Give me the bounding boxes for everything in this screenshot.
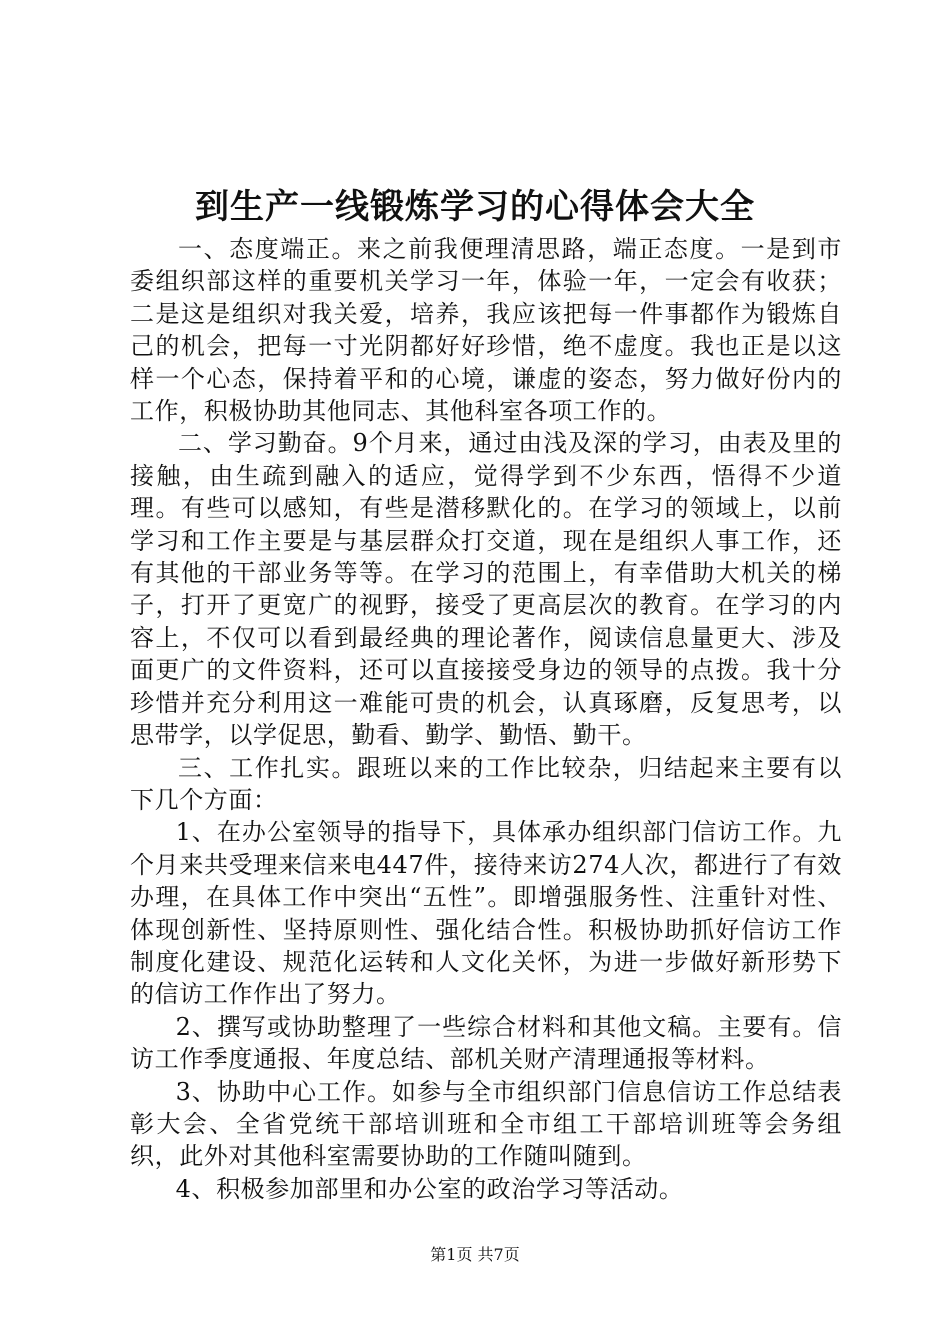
paragraph-work: 三、工作扎实。跟班以来的工作比较杂，归结起来主要有以下几个方面： <box>130 753 842 814</box>
paragraph-item-2: 2、撰写或协助整理了一些综合材料和其他文稿。主要有。信访工作季度通报、年度总结、部机关财产清理通报等材料。 <box>130 1012 842 1074</box>
document-body <box>130 233 842 1205</box>
paragraph-item-4: 4、积极参加部里和办公室的政治学习等活动。 <box>175 1174 684 1203</box>
page-number: 第1页 共7页 <box>430 1245 520 1264</box>
paragraph-item-3: 3、协助中心工作。如参与全市组织部门信息信访工作总结表彰大会、全省党统干部培训班和全市组工干部培训班等会务组织，此外对其他科室需要协助的工作随叫随到。 <box>130 1077 842 1171</box>
paragraph-attitude: 一、态度端正。来之前我便理清思路，端正态度。一是到市委组织部这样的重要机关学习一年，体验一年，一定会有收获；二是这是组织对我关爱，培养，我应该把每一件事都作为锻炼自己的机会，把每一寸光阴都好好珍惜，绝不虚度。我也正是以这样一个心态，保持着平和的心境，谦虚的姿态，努力做好份内的工作，积极协助其他同志、其他科室各项工作的。 <box>130 235 842 426</box>
paragraph-item-1: 1、在办公室领导的指导下，具体承办组织部门信访工作。九个月来共受理来信来电447件，接待来访274人次，都进行了有效办理，在具体工作中突出“五性”。即增强服务性、注重针对性、体现创新性、坚持原则性、强化结合性。积极协助抓好信访工作制度化建设、规范化运转和人文化关怀，为进一步做好新形势下的信访工作作出了努力。 <box>130 818 842 1009</box>
document-title: 到生产一线锻炼学习的心得体会大全 <box>195 187 755 227</box>
paragraph-study: 二、学习勤奋。9个月来，通过由浅及深的学习，由表及里的接触，由生疏到融入的适应，觉得学到不少东西，悟得不少道理。有些可以感知，有些是潜移默化的。在学习的领域上，以前学习和工作主要是与基层群众打交道，现在是组织人事工作，还有其他的干部业务等等。在学习的范围上，有幸借助大机关的梯子，打开了更宽广的视野，接受了更高层次的教育。在学习的内容上，不仅可以看到最经典的理论著作，阅读信息量更大、涉及面更广的文件资料，还可以直接接受身边的领导的点拨。我十分珍惜并充分利用这一难能可贵的机会，认真琢磨，反复思考，以思带学，以学促思，勤看、勤学、勤悟、勤干。 <box>130 429 842 750</box>
